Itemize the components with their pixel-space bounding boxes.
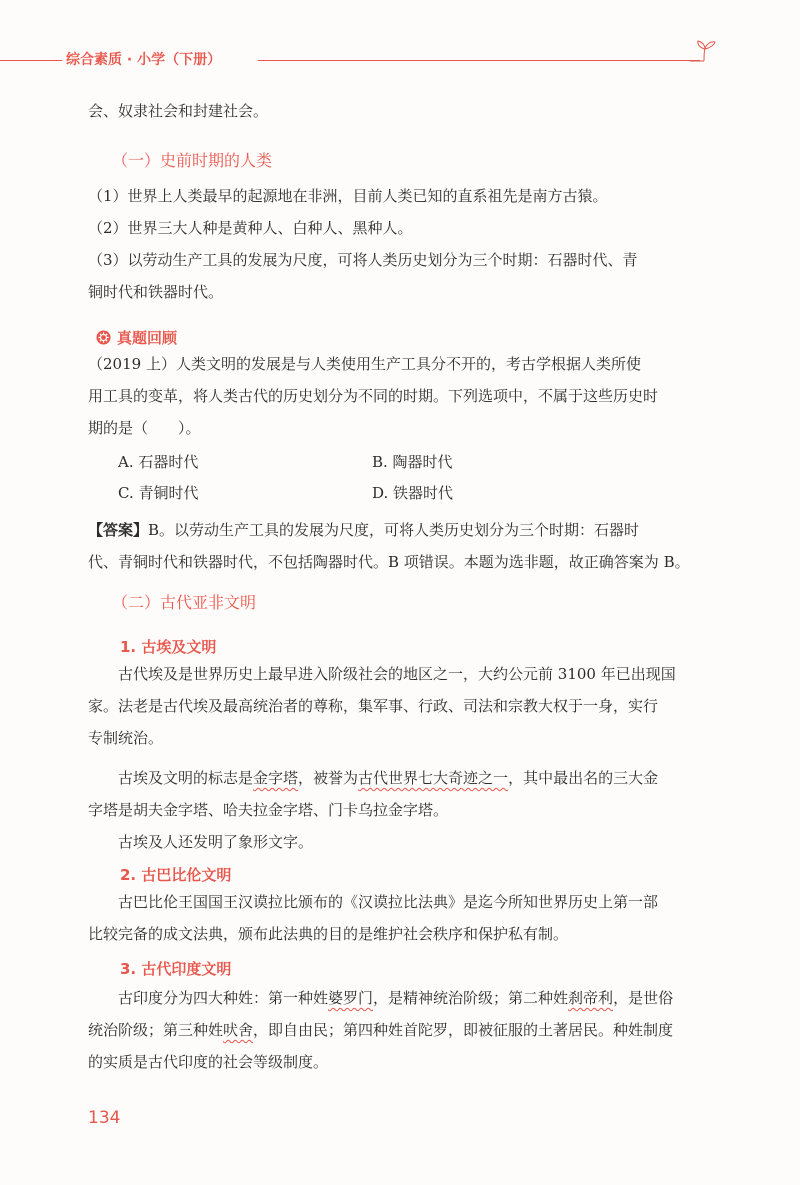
option-c: C. 青铜时代 — [118, 484, 199, 502]
egypt-p1-line2: 家。法老是古代埃及最高统治者的尊称，集军事、行政、司法和宗教大权于一身，实行 — [88, 697, 659, 715]
section1-p2: （2）世界三大人种是黄种人、白种人、黑种人。 — [88, 219, 413, 237]
question-line1: （2019 上）人类文明的发展是与人类使用生产工具分不开的，考古学根据人类所使 — [88, 355, 641, 373]
answer-line1 — [88, 515, 716, 545]
section1-p3-line2: 铜时代和铁器时代。 — [88, 283, 224, 301]
egypt-p2-line1 — [118, 763, 746, 793]
egypt-p2-pre: 古埃及文明的标志是 — [118, 769, 254, 787]
header-rule-left — [0, 60, 62, 61]
india-l2-a: 统治阶级；第三种姓 — [88, 1021, 224, 1039]
india-l2-b: ，即自由民；第四种姓首陀罗，即被征服的土著居民。种姓制度 — [253, 1021, 674, 1039]
india-l1-b: ，是精神统治阶级；第二种姓 — [373, 989, 569, 1007]
review-title: 真题回顾 — [117, 328, 178, 347]
option-b: B. 陶器时代 — [372, 453, 453, 471]
question-line3: 期的是（ ）。 — [88, 419, 201, 437]
india-line1 — [118, 983, 746, 1013]
india-l1-c: ，是世俗 — [613, 989, 674, 1007]
review-heading — [96, 325, 177, 349]
section2-heading: （二）古代亚非文明 — [112, 593, 257, 612]
kshatriya-em: 刹帝利 — [568, 989, 614, 1007]
egypt-p1-line1: 古代埃及是世界历史上最早进入阶级社会的地区之一，大约公元前 3100 年已出现国 — [118, 665, 676, 683]
gear-icon — [96, 330, 111, 345]
babylon-heading: 2. 古巴比伦文明 — [120, 866, 232, 884]
egypt-p1-line3: 专制统治。 — [88, 729, 164, 747]
egypt-pyramid-em: 金字塔 — [253, 769, 299, 787]
page-number: 134 — [88, 1108, 121, 1128]
babylon-p1-line1: 古巴比伦王国国王汉谟拉比颁布的《汉谟拉比法典》是迄今所知世界历史上第一部 — [118, 893, 659, 911]
india-l1-a: 古印度分为四大种姓：第一种姓 — [118, 989, 329, 1007]
egypt-wonder-em: 古代世界七大奇迹之一 — [358, 769, 509, 787]
section1-heading: （一）史前时期的人类 — [112, 151, 273, 170]
india-heading: 3. 古代印度文明 — [120, 960, 232, 978]
india-line2 — [88, 1015, 716, 1045]
egypt-p3: 古埃及人还发明了象形文字。 — [118, 833, 314, 851]
sprout-icon — [688, 40, 722, 64]
section1-p1: （1）世界上人类最早的起源地在非洲，目前人类已知的直系祖先是南方古猿。 — [88, 187, 608, 205]
egypt-p2-line2: 字塔是胡夫金字塔、哈夫拉金字塔、门卡乌拉金字塔。 — [88, 801, 449, 819]
egypt-heading: 1. 古埃及文明 — [120, 638, 217, 656]
egypt-p2-post: ，其中最出名的三大金 — [508, 769, 659, 787]
option-d: D. 铁器时代 — [372, 484, 454, 502]
question-line2: 用工具的变革，将人类古代的历史划分为不同的时期。下列选项中，不属于这些历史时 — [88, 387, 659, 405]
header-rule-right — [258, 60, 700, 61]
answer-text-1: B。以劳动生产工具的发展为尺度，可将人类历史划分为三个时期：石器时 — [148, 521, 640, 539]
running-title: 综合素质 · 小学（下册） — [66, 52, 222, 68]
option-a: A. 石器时代 — [118, 453, 199, 471]
babylon-p1-line2: 比较完备的成文法典，颁布此法典的目的是维护社会秩序和保护私有制。 — [88, 925, 569, 943]
section1-p3-line1: （3）以劳动生产工具的发展为尺度，可将人类历史划分为三个时期：石器时代、青 — [88, 251, 638, 269]
brahmin-em: 婆罗门 — [328, 989, 374, 1007]
answer-line2: 代、青铜时代和铁器时代，不包括陶器时代。B 项错误。本题为选非题，故正确答案为 B。 — [88, 553, 690, 571]
egypt-p2-mid: ，被誉为 — [298, 769, 359, 787]
vaishya-em: 吠舍 — [223, 1021, 254, 1039]
intro-tail: 会、奴隶社会和封建社会。 — [88, 102, 269, 120]
answer-label: 【答案】 — [88, 521, 149, 539]
india-line3: 的实质是古代印度的社会等级制度。 — [88, 1053, 329, 1071]
